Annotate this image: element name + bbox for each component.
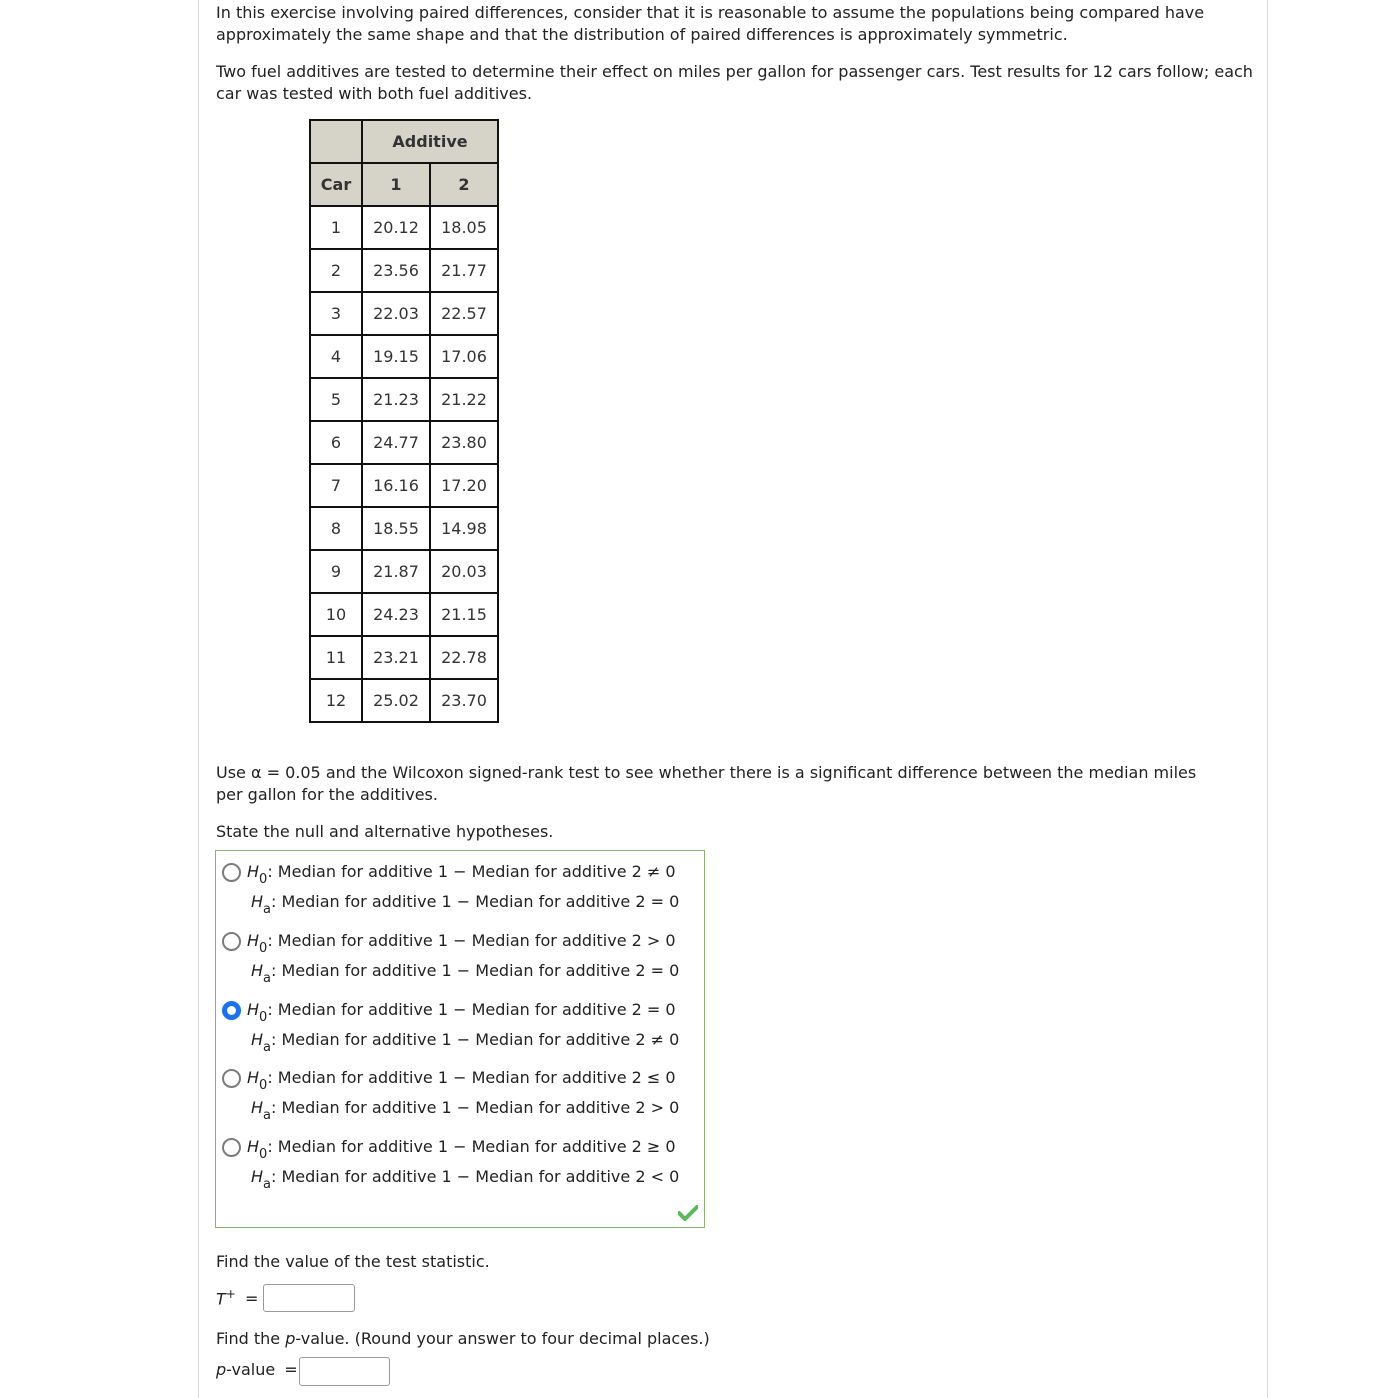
table-header-car: Car bbox=[310, 163, 362, 206]
null-hypothesis bbox=[247, 931, 676, 956]
table-header-additive: Additive bbox=[362, 120, 498, 163]
table-cell-additive-1: 25.02 bbox=[362, 679, 430, 722]
table-row bbox=[310, 679, 498, 722]
p-value-prompt-end: -value. (Round your answer to four decimal places.) bbox=[295, 1329, 710, 1348]
table-header-additive-2: 2 bbox=[430, 163, 498, 206]
null-statement: : Median for additive 1 − Median for additive 2 ≥ 0 bbox=[267, 1137, 676, 1156]
alt-statement: : Median for additive 1 − Median for additive 2 = 0 bbox=[271, 961, 680, 980]
h-symbol: H bbox=[247, 1137, 260, 1156]
table-group-header-row bbox=[310, 120, 498, 163]
table-cell-car: 7 bbox=[310, 464, 362, 507]
table-row bbox=[310, 206, 498, 249]
null-subscript: 0 bbox=[259, 872, 268, 887]
table-header-blank bbox=[310, 120, 362, 163]
null-hypothesis bbox=[247, 1068, 676, 1093]
table-cell-car: 4 bbox=[310, 335, 362, 378]
null-subscript: 0 bbox=[259, 941, 268, 956]
alt-subscript: a bbox=[263, 1108, 271, 1123]
fuel-additive-table bbox=[309, 119, 499, 723]
h-symbol: H bbox=[247, 931, 260, 950]
null-hypothesis bbox=[247, 1000, 676, 1025]
null-hypothesis bbox=[247, 862, 676, 887]
test-statistic-prompt: Find the value of the test statistic. bbox=[216, 1252, 490, 1271]
alt-subscript: a bbox=[263, 902, 271, 917]
table-cell-additive-2: 18.05 bbox=[430, 206, 498, 249]
table-cell-additive-1: 16.16 bbox=[362, 464, 430, 507]
h-symbol: H bbox=[247, 1068, 260, 1087]
table-cell-car: 2 bbox=[310, 249, 362, 292]
alternative-hypothesis bbox=[251, 892, 680, 917]
table-cell-car: 12 bbox=[310, 679, 362, 722]
table-cell-car: 6 bbox=[310, 421, 362, 464]
alternative-hypothesis bbox=[251, 1030, 680, 1055]
table-row bbox=[310, 335, 498, 378]
alternative-hypothesis bbox=[251, 1098, 680, 1123]
null-subscript: 0 bbox=[259, 1078, 268, 1093]
table-row bbox=[310, 249, 498, 292]
table-cell-car: 3 bbox=[310, 292, 362, 335]
table-cell-additive-1: 24.77 bbox=[362, 421, 430, 464]
p-value-prompt-p: p bbox=[285, 1329, 296, 1348]
alternative-hypothesis bbox=[251, 1167, 680, 1192]
null-statement: : Median for additive 1 − Median for additive 2 ≠ 0 bbox=[267, 862, 676, 881]
test-statistic-label bbox=[216, 1287, 258, 1308]
table-cell-additive-1: 19.15 bbox=[362, 335, 430, 378]
null-statement: : Median for additive 1 − Median for additive 2 = 0 bbox=[267, 1000, 676, 1019]
null-subscript: 0 bbox=[259, 1147, 268, 1162]
table-row bbox=[310, 378, 498, 421]
table-cell-additive-2: 17.06 bbox=[430, 335, 498, 378]
table-cell-additive-2: 21.15 bbox=[430, 593, 498, 636]
alt-statement: : Median for additive 1 − Median for additive 2 > 0 bbox=[271, 1098, 680, 1117]
table-cell-additive-1: 21.23 bbox=[362, 378, 430, 421]
table-row bbox=[310, 421, 498, 464]
null-subscript: 0 bbox=[259, 1010, 268, 1025]
table-cell-additive-2: 23.70 bbox=[430, 679, 498, 722]
table-cell-additive-1: 23.56 bbox=[362, 249, 430, 292]
t-superscript: + bbox=[225, 1287, 236, 1301]
h-symbol: H bbox=[251, 1167, 264, 1186]
table-cell-additive-1: 20.12 bbox=[362, 206, 430, 249]
p-value-prompt-start: Find the bbox=[216, 1329, 286, 1348]
radio-button[interactable] bbox=[222, 1069, 241, 1088]
table-header-additive-1: 1 bbox=[362, 163, 430, 206]
radio-button[interactable] bbox=[222, 1138, 241, 1157]
h-symbol: H bbox=[251, 1098, 264, 1117]
null-statement: : Median for additive 1 − Median for additive 2 ≤ 0 bbox=[267, 1068, 676, 1087]
radio-button[interactable] bbox=[222, 863, 241, 882]
table-cell-car: 8 bbox=[310, 507, 362, 550]
p-value-label bbox=[216, 1360, 298, 1379]
h-symbol: H bbox=[247, 1000, 260, 1019]
alt-subscript: a bbox=[263, 1040, 271, 1055]
table-row bbox=[310, 550, 498, 593]
alternative-hypothesis bbox=[251, 961, 680, 986]
h-symbol: H bbox=[251, 961, 264, 980]
alt-subscript: a bbox=[263, 1177, 271, 1192]
table-row bbox=[310, 292, 498, 335]
table-cell-additive-1: 22.03 bbox=[362, 292, 430, 335]
radio-button[interactable] bbox=[222, 1001, 241, 1020]
null-statement: : Median for additive 1 − Median for additive 2 > 0 bbox=[267, 931, 676, 950]
table-cell-additive-2: 22.57 bbox=[430, 292, 498, 335]
table-row bbox=[310, 507, 498, 550]
table-cell-additive-2: 17.20 bbox=[430, 464, 498, 507]
hypotheses-answer-box bbox=[215, 850, 705, 1228]
table-row bbox=[310, 636, 498, 679]
t-equals: = bbox=[244, 1289, 259, 1309]
table-cell-car: 11 bbox=[310, 636, 362, 679]
h-symbol: H bbox=[251, 892, 264, 911]
table-cell-additive-1: 21.87 bbox=[362, 550, 430, 593]
alt-statement: : Median for additive 1 − Median for additive 2 ≠ 0 bbox=[271, 1030, 680, 1049]
p-value-input[interactable] bbox=[299, 1357, 390, 1386]
table-cell-additive-2: 21.77 bbox=[430, 249, 498, 292]
radio-button[interactable] bbox=[222, 932, 241, 951]
table-cell-additive-1: 18.55 bbox=[362, 507, 430, 550]
p-value-label-p: p bbox=[216, 1360, 227, 1379]
alt-statement: : Median for additive 1 − Median for additive 2 = 0 bbox=[271, 892, 680, 911]
null-hypothesis bbox=[247, 1137, 676, 1162]
intro-paragraph-1: In this exercise involving paired differences, consider that it is reasonable to assume the populations being compared have approximately the same shape and that the distribution of paired differences is approximately symmetric. bbox=[216, 3, 1205, 44]
table-cell-additive-1: 23.21 bbox=[362, 636, 430, 679]
table-cell-additive-2: 21.22 bbox=[430, 378, 498, 421]
table-cell-car: 1 bbox=[310, 206, 362, 249]
h-symbol: H bbox=[251, 1030, 264, 1049]
p-value-prompt bbox=[216, 1329, 710, 1348]
table-header-row bbox=[310, 163, 498, 206]
t-symbol: T bbox=[216, 1289, 226, 1309]
correct-check-icon bbox=[678, 1205, 698, 1221]
table-cell-car: 10 bbox=[310, 593, 362, 636]
alpha-instruction: Use α = 0.05 and the Wilcoxon signed-rank test to see whether there is a significant difference between the median miles per gallon for the additives. bbox=[216, 763, 1197, 804]
intro-paragraph-2: Two fuel additives are tested to determine their effect on miles per gallon for passenger cars. Test results for 12 cars follow; each car was tested with both fuel additives. bbox=[216, 62, 1253, 103]
table-row bbox=[310, 464, 498, 507]
test-statistic-input[interactable] bbox=[263, 1284, 355, 1312]
table-cell-car: 9 bbox=[310, 550, 362, 593]
table-row bbox=[310, 593, 498, 636]
table-cell-additive-2: 14.98 bbox=[430, 507, 498, 550]
table-cell-additive-1: 24.23 bbox=[362, 593, 430, 636]
table-cell-additive-2: 22.78 bbox=[430, 636, 498, 679]
alt-statement: : Median for additive 1 − Median for additive 2 < 0 bbox=[271, 1167, 680, 1186]
alt-subscript: a bbox=[263, 971, 271, 986]
p-value-equals: = bbox=[284, 1360, 298, 1379]
table-cell-additive-2: 23.80 bbox=[430, 421, 498, 464]
h-symbol: H bbox=[247, 862, 260, 881]
table-cell-car: 5 bbox=[310, 378, 362, 421]
hypotheses-prompt: State the null and alternative hypotheses. bbox=[216, 822, 554, 841]
table-cell-additive-2: 20.03 bbox=[430, 550, 498, 593]
p-value-label-rest: -value bbox=[226, 1360, 276, 1379]
